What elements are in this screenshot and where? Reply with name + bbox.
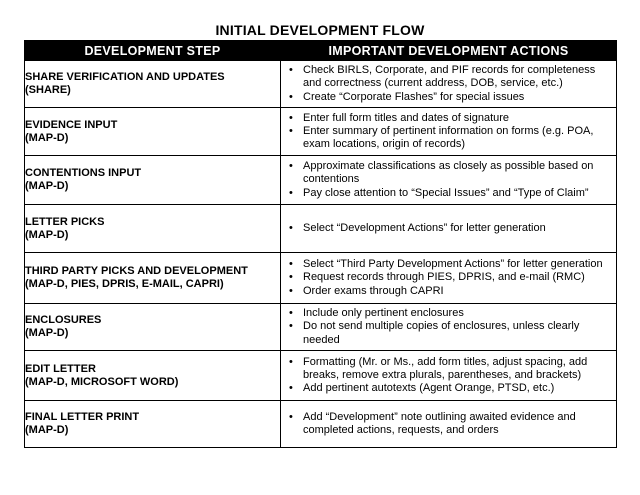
step-tool: (MAP-D, MICROSOFT WORD) xyxy=(25,375,179,388)
actions-cell xyxy=(281,156,617,205)
list-item: • Select “Development Actions” for letter generation xyxy=(285,222,612,235)
list-item: • Enter summary of pertinent information on forms (e.g. POA, exam locations, origin of records) xyxy=(285,125,612,151)
step-cell xyxy=(25,61,281,108)
step-name: LETTER PICKS xyxy=(25,215,105,228)
step-cell xyxy=(25,253,281,304)
actions-list xyxy=(281,222,616,235)
header-development-actions: IMPORTANT DEVELOPMENT ACTIONS xyxy=(281,41,617,61)
actions-list xyxy=(281,64,616,104)
step-cell xyxy=(25,205,281,253)
list-item: • Do not send multiple copies of enclosures, unless clearly needed xyxy=(285,320,612,346)
list-item: • Add “Development” note outlining awaited evidence and completed actions, requests, and orders xyxy=(285,411,612,437)
step-tool: (MAP-D) xyxy=(25,424,69,436)
list-item: • Include only pertinent enclosures xyxy=(285,307,612,320)
step-tool: (SHARE) xyxy=(25,84,71,96)
step-name: SHARE VERIFICATION AND UPDATES xyxy=(25,71,225,83)
step-tool: (MAP-D, PIES, DPRIS, E-MAIL, CAPRI) xyxy=(25,278,224,290)
step-name: EVIDENCE INPUT xyxy=(25,118,118,131)
step-cell xyxy=(25,351,281,401)
step-tool: (MAP-D) xyxy=(25,327,69,339)
list-item: • Order exams through CAPRI xyxy=(285,285,612,298)
actions-cell xyxy=(281,61,617,108)
list-item: • Formatting (Mr. or Ms., add form titles, adjust spacing, add breaks, remove extra plurals, parentheses, and brackets) xyxy=(285,356,612,382)
step-name: FINAL LETTER PRINT xyxy=(25,411,140,423)
table-row xyxy=(25,108,617,156)
list-item: • Approximate classifications as closely as possible based on contentions xyxy=(285,160,612,186)
development-flow-table xyxy=(24,40,617,448)
step-cell xyxy=(25,108,281,156)
step-tool: (MAP-D) xyxy=(25,131,69,144)
step-tool: (MAP-D) xyxy=(25,228,69,241)
table-row xyxy=(25,156,617,205)
actions-cell xyxy=(281,108,617,156)
table-header-row xyxy=(25,41,617,61)
step-tool: (MAP-D) xyxy=(25,180,69,192)
step-name: THIRD PARTY PICKS AND DEVELOPMENT xyxy=(25,265,248,277)
actions-cell xyxy=(281,205,617,253)
actions-list xyxy=(281,307,616,347)
page-title: INITIAL DEVELOPMENT FLOW xyxy=(215,22,425,38)
table-row xyxy=(25,205,617,253)
table-row xyxy=(25,61,617,108)
table-row xyxy=(25,304,617,351)
step-cell xyxy=(25,304,281,351)
table-row xyxy=(25,401,617,448)
table-row xyxy=(25,253,617,304)
actions-list xyxy=(281,112,616,152)
actions-list xyxy=(281,258,616,298)
list-item: • Pay close attention to “Special Issues” and “Type of Claim” xyxy=(285,187,612,200)
actions-cell xyxy=(281,253,617,304)
list-item: • Enter full form titles and dates of signature xyxy=(285,112,612,125)
list-item: • Create “Corporate Flashes” for special issues xyxy=(285,91,612,104)
step-cell xyxy=(25,156,281,205)
step-name: CONTENTIONS INPUT xyxy=(25,167,142,179)
actions-list xyxy=(281,411,616,437)
step-name: EDIT LETTER xyxy=(25,362,96,375)
list-item: • Request records through PIES, DPRIS, and e-mail (RMC) xyxy=(285,271,612,284)
step-cell xyxy=(25,401,281,448)
list-item: • Add pertinent autotexts (Agent Orange, PTSD, etc.) xyxy=(285,382,612,395)
actions-cell xyxy=(281,401,617,448)
list-item: • Check BIRLS, Corporate, and PIF records for completeness and correctness (current address, DOB, service, etc.) xyxy=(285,64,612,90)
header-development-step: DEVELOPMENT STEP xyxy=(25,41,281,61)
step-name: ENCLOSURES xyxy=(25,314,102,326)
actions-cell xyxy=(281,351,617,401)
actions-list xyxy=(281,356,616,396)
list-item: • Select “Third Party Development Actions” for letter generation xyxy=(285,258,612,271)
actions-cell xyxy=(281,304,617,351)
table-row xyxy=(25,351,617,401)
actions-list xyxy=(281,160,616,200)
